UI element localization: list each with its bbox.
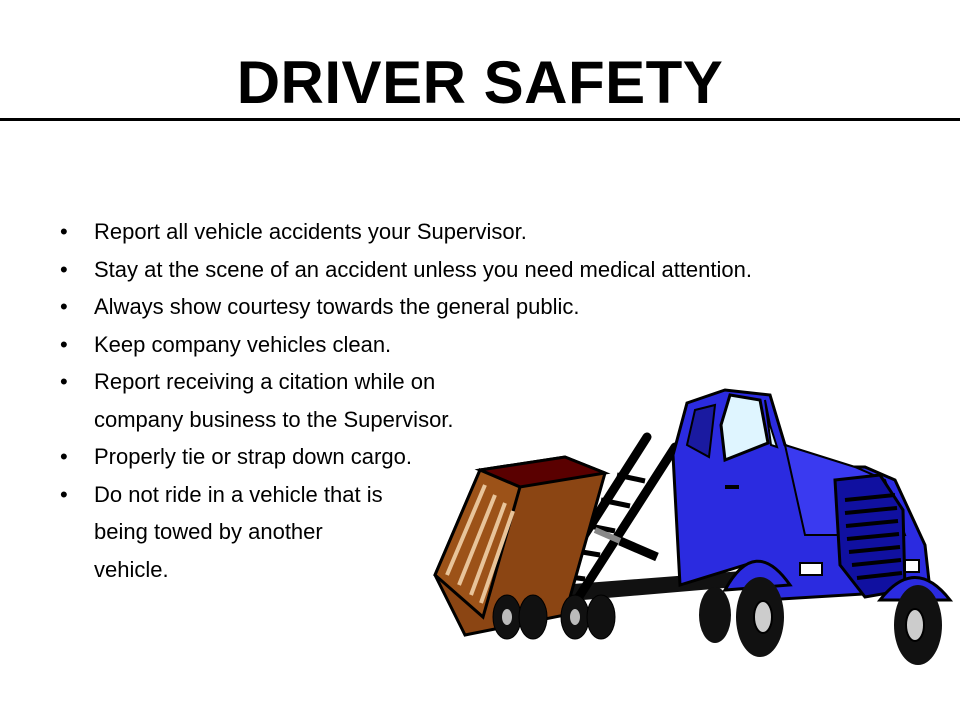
bullet-continuation: being towed by another bbox=[94, 519, 323, 544]
bullet-item bbox=[60, 476, 920, 514]
bullet-text: Keep company vehicles clean. bbox=[94, 331, 392, 357]
bullet-item bbox=[60, 438, 920, 476]
bullet-item bbox=[60, 288, 920, 326]
bullet-continuation: company business to the Supervisor. bbox=[94, 406, 454, 432]
bullet-continuation: vehicle. bbox=[94, 556, 169, 582]
bullet-text: Always show courtesy towards the general public. bbox=[94, 294, 580, 319]
bullet-text: Stay at the scene of an accident unless you need medical attention. bbox=[94, 256, 752, 282]
bullet-item bbox=[60, 363, 920, 401]
bullet-item bbox=[60, 251, 920, 289]
title-divider bbox=[0, 118, 960, 121]
bullet-text: Report all vehicle accidents your Supervisor. bbox=[94, 219, 527, 244]
bullet-item bbox=[60, 213, 920, 251]
bullet-item bbox=[60, 326, 920, 364]
bullet-text: Properly tie or strap down cargo. bbox=[94, 444, 412, 469]
bullet-text: Do not ride in a vehicle that is bbox=[94, 481, 383, 507]
bullet-text: Report receiving a citation while on bbox=[94, 369, 436, 394]
bullet-list bbox=[60, 213, 920, 588]
slide-title: DRIVER SAFETY bbox=[236, 49, 724, 116]
